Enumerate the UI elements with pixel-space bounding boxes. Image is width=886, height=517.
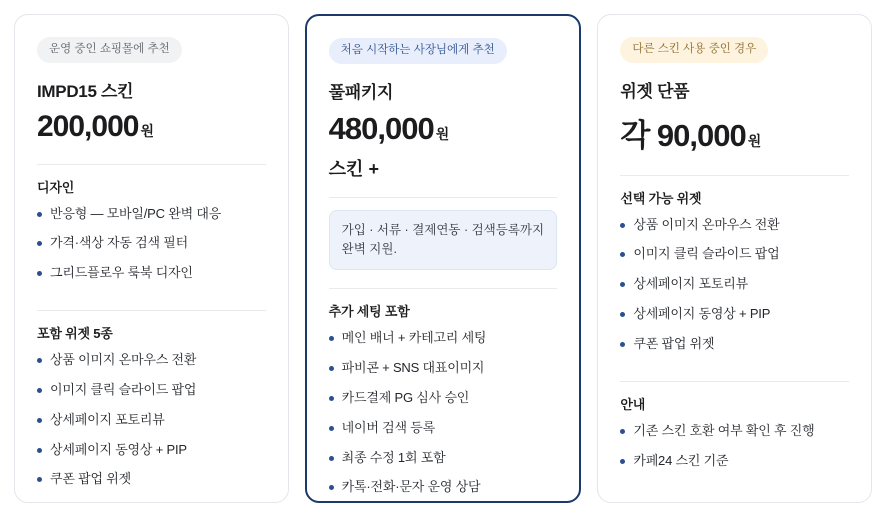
card-badge: 처음 시작하는 사장님에게 추천 (329, 38, 507, 64)
list-item: 상품 이미지 온마우스 전환 (620, 216, 849, 235)
feature-list-selectable-widgets (620, 216, 849, 365)
price-amount: 480,000 (328, 110, 434, 146)
list-item: 상품 이미지 온마우스 전환 (37, 351, 266, 370)
pricing-card-fullpackage[interactable] (305, 14, 582, 503)
list-item: 반응형 — 모바일/PC 완벽 대응 (37, 205, 266, 224)
divider (37, 164, 266, 165)
price-amount: 각 90,000 (620, 117, 746, 153)
section-title-selectable-widgets: 선택 가능 위젯 (620, 190, 702, 206)
plan-name: IMPD15 스킨 (37, 81, 134, 101)
price-currency: 원 (140, 122, 154, 139)
list-item: 메인 배너 + 카테고리 세팅 (329, 329, 558, 348)
price-currency: 원 (435, 125, 450, 142)
pricing-card-widget-single[interactable] (597, 14, 872, 503)
section-title-notice: 안내 (620, 396, 646, 412)
list-item: 카드결제 PG 심사 승인 (329, 389, 558, 408)
price-row (329, 111, 558, 147)
section-title-design: 디자인 (37, 179, 75, 195)
divider (329, 197, 558, 198)
support-note: 가입 · 서류 · 결제연동 · 검색등록까지 완벽 지원. (329, 210, 558, 271)
pricing-card-skin[interactable] (14, 14, 289, 503)
price-row (620, 110, 849, 155)
card-badge: 운영 중인 쇼핑몰에 추천 (37, 37, 182, 63)
section-title-widgets: 포함 위젯 5종 (37, 326, 113, 342)
feature-list-design (37, 205, 266, 295)
price-subtitle: 스킨 + (328, 158, 379, 179)
price-currency: 원 (747, 132, 762, 149)
list-item: 가격·색상 자동 검색 필터 (37, 234, 266, 253)
plan-name: 위젯 단품 (620, 81, 690, 101)
card-spacer (620, 483, 849, 484)
divider (620, 175, 849, 176)
list-item: 카톡·전화·문자 운영 상담 (329, 478, 558, 497)
list-item: 상세페이지 동영상 + PIP (620, 305, 849, 324)
feature-list-widgets (37, 351, 266, 500)
list-item: 이미지 클릭 슬라이드 팝업 (620, 245, 849, 264)
list-item: 기존 스킨 호환 여부 확인 후 진행 (620, 422, 849, 441)
divider (37, 310, 266, 311)
list-item: 상세페이지 동영상 + PIP (37, 441, 266, 460)
list-item: 상세페이지 포토리뷰 (620, 275, 849, 294)
list-item: 쿠폰 팝업 위젯 (37, 470, 266, 489)
list-item: 상세페이지 포토리뷰 (37, 411, 266, 430)
list-item: 이미지 클릭 슬라이드 팝업 (37, 381, 266, 400)
feature-list-setup (329, 329, 558, 503)
plan-name: 풀패키지 (328, 82, 394, 102)
section-title-setup: 추가 세팅 포함 (328, 304, 410, 320)
list-item: 최종 수정 1회 포함 (329, 449, 558, 468)
list-item: 카페24 스킨 기준 (620, 452, 849, 471)
card-badge: 다른 스킨 사용 중인 경우 (620, 37, 768, 63)
divider (620, 381, 849, 382)
list-item: 파비콘 + SNS 대표이미지 (329, 359, 558, 378)
divider (329, 288, 558, 289)
list-item: 쿠폰 팝업 위젯 (620, 335, 849, 354)
list-item: 그리드플로우 룩북 디자인 (37, 264, 266, 283)
price-amount: 200,000 (37, 109, 139, 143)
list-item: 네이버 검색 등록 (329, 419, 558, 438)
feature-list-notice (620, 422, 849, 482)
price-row (37, 110, 266, 144)
